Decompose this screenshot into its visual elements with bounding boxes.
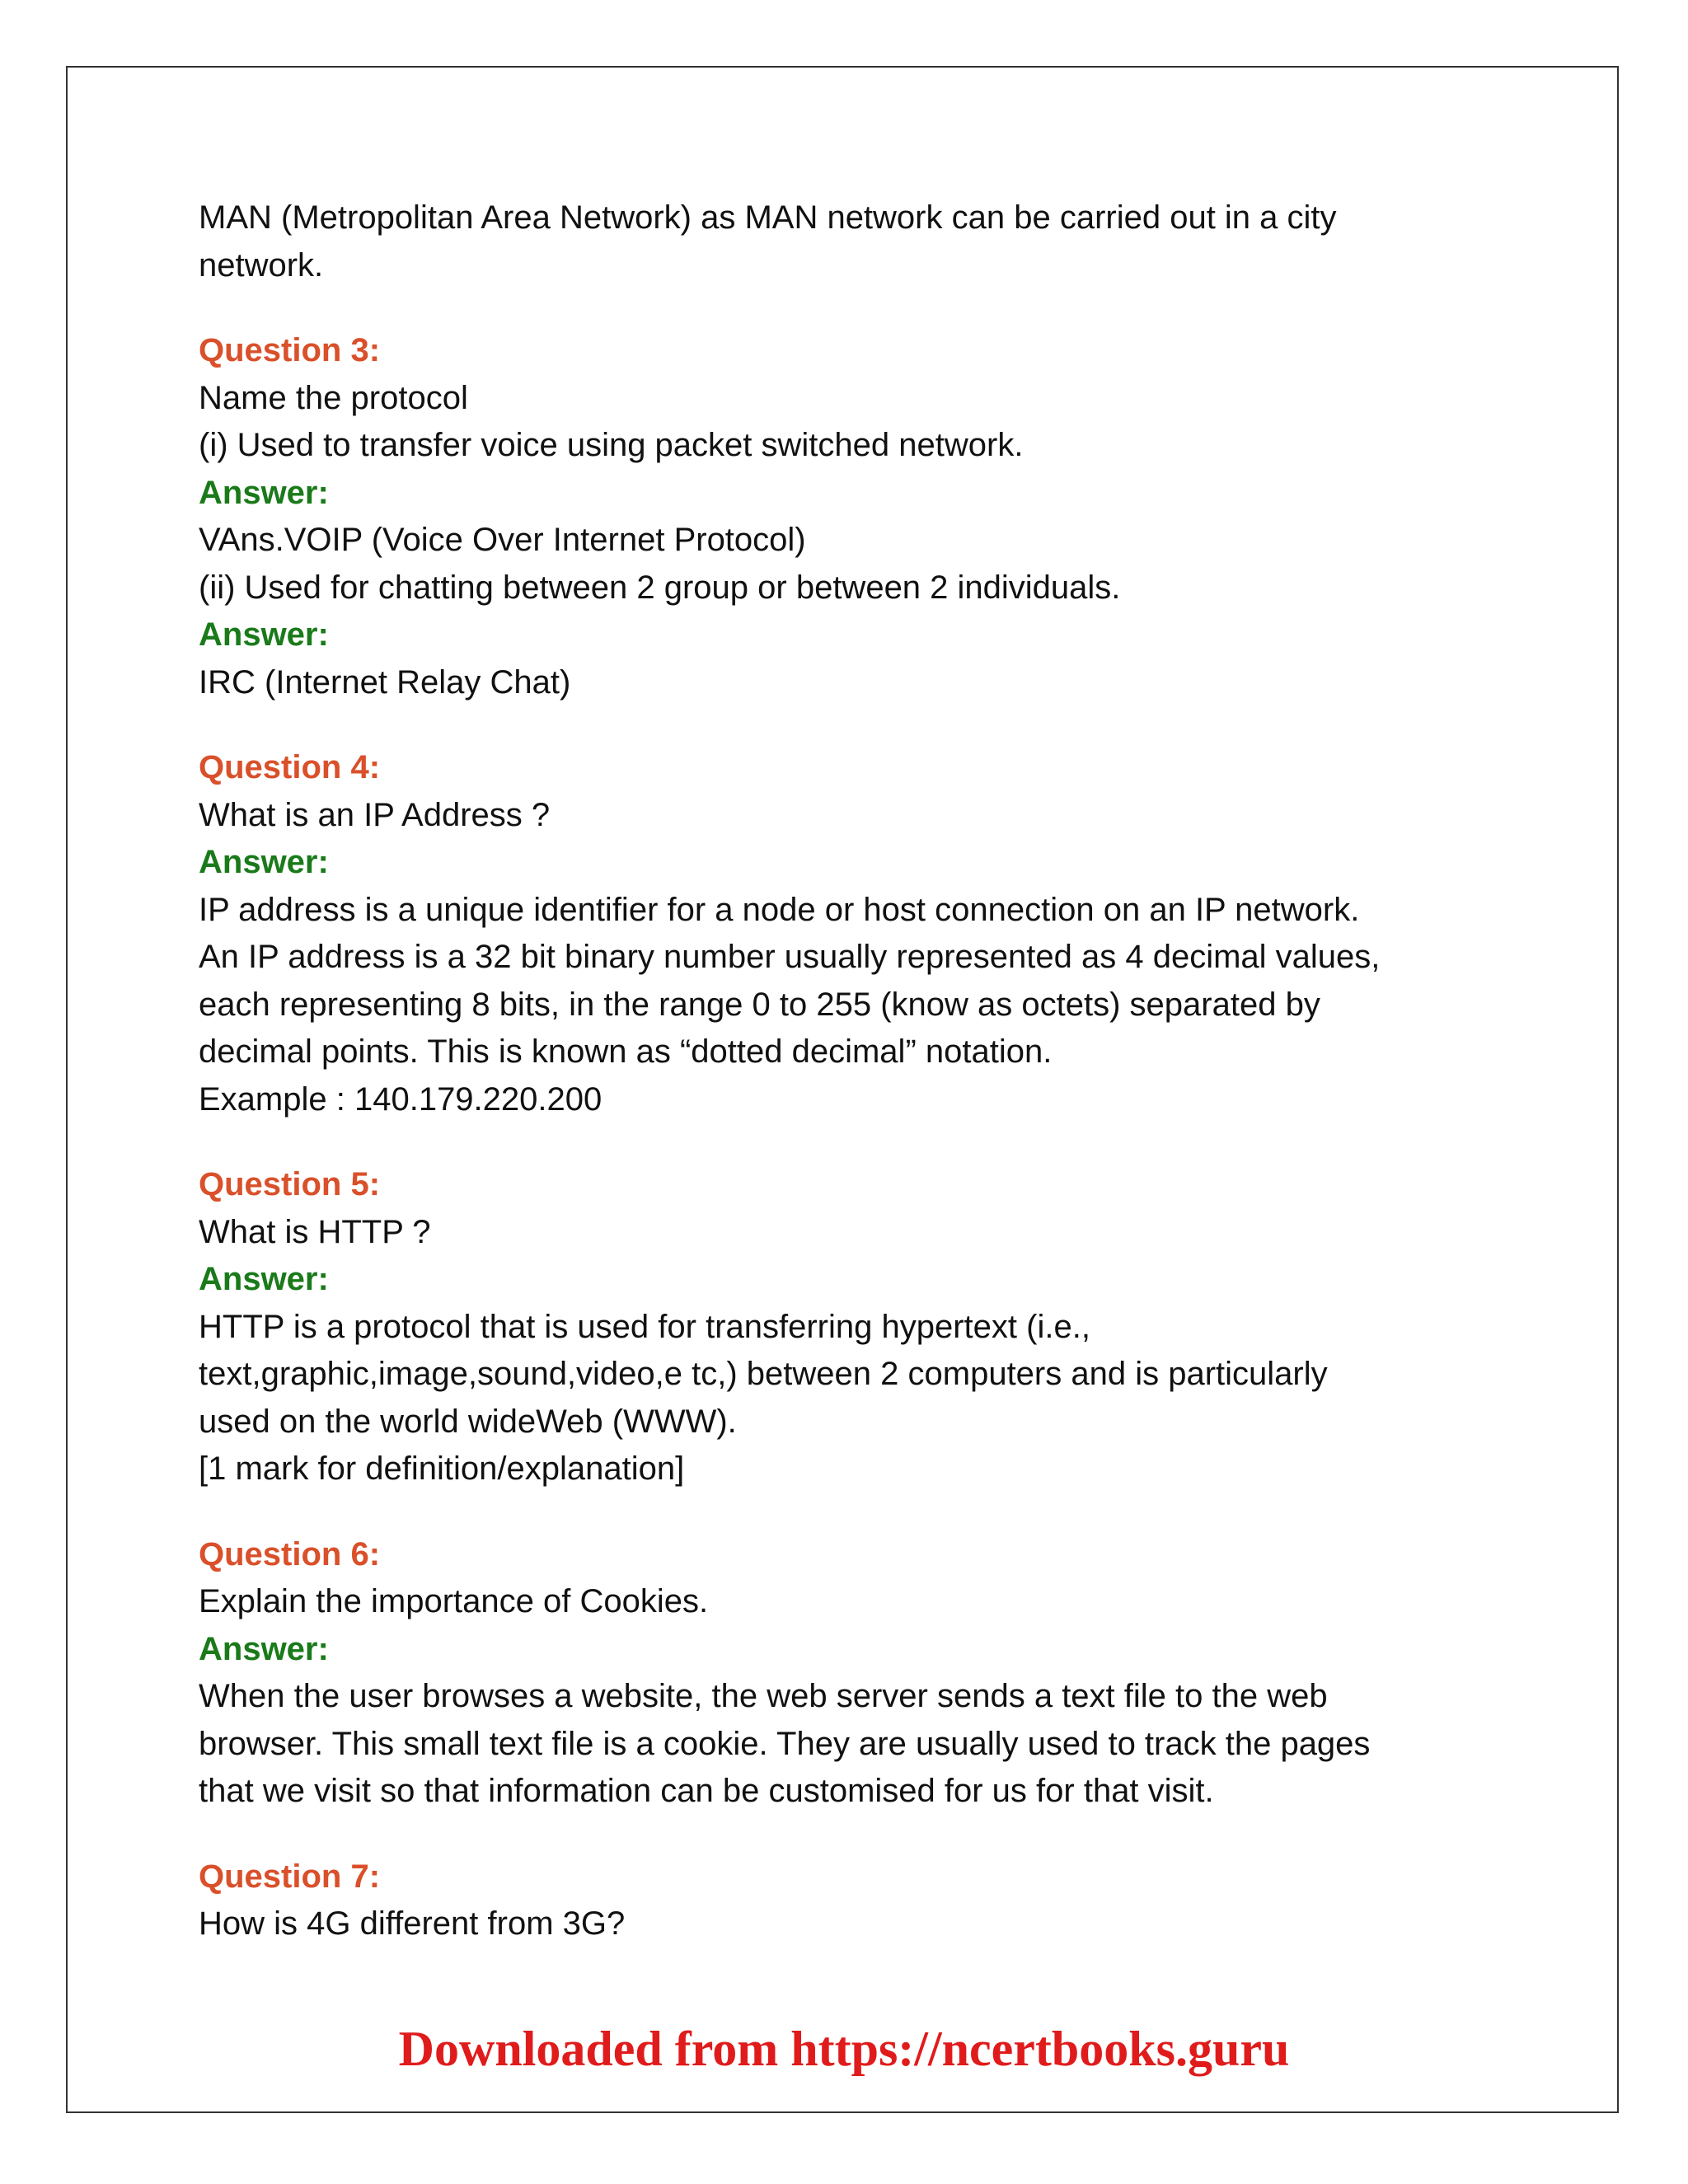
answer-text: that we visit so that information can be customised for us for that visit. xyxy=(199,1773,1214,1809)
question-5-block xyxy=(199,1161,1484,1493)
download-source-footer: Downloaded from https://ncertbooks.guru xyxy=(398,2022,1290,2076)
answer-heading: Answer: xyxy=(199,616,329,653)
answer-text: Example : 140.179.220.200 xyxy=(199,1080,603,1118)
question-heading: Question 3: xyxy=(199,332,381,368)
question-heading: Question 4: xyxy=(199,749,381,785)
answer-text: [1 mark for definition/explanation] xyxy=(199,1451,685,1487)
question-6-block xyxy=(199,1531,1484,1816)
question-text: How is 4G different from 3G? xyxy=(199,1905,626,1942)
answer-text: text,graphic,image,sound,video,e tc,) between 2 computers and is particularly xyxy=(199,1356,1328,1392)
question-7-block xyxy=(199,1854,1484,1948)
answer-text: An IP address is a 32 bit binary number usually represented as 4 decimal values, xyxy=(199,939,1381,975)
answer-text: VAns.VOIP (Voice Over Internet Protocol) xyxy=(199,522,806,558)
question-text: What is an IP Address ? xyxy=(199,796,551,833)
answer-heading: Answer: xyxy=(199,844,329,880)
text-line: MAN (Metropolitan Area Network) as MAN network can be carried out in a city xyxy=(199,199,1337,236)
answer-text: decimal points. This is known as “dotted decimal” notation. xyxy=(199,1033,1053,1070)
question-4-block xyxy=(199,744,1484,1123)
question-heading: Question 6: xyxy=(199,1535,381,1572)
answer-text: each representing 8 bits, in the range 0 to 255 (know as octets) separated by xyxy=(199,986,1320,1023)
question-text: (i) Used to transfer voice using packet switched network. xyxy=(199,427,1024,463)
answer-heading: Answer: xyxy=(199,1261,329,1297)
intro-paragraph xyxy=(199,194,1484,289)
answer-text: browser. This small text file is a cookie. They are usually used to track the pages xyxy=(199,1725,1371,1762)
question-heading: Question 5: xyxy=(199,1166,381,1202)
question-text: Name the protocol xyxy=(199,379,468,416)
question-heading: Question 7: xyxy=(199,1858,381,1895)
question-text: Explain the importance of Cookies. xyxy=(199,1583,709,1619)
answer-text: IP address is a unique identifier for a node or host connection on an IP network. xyxy=(199,891,1360,928)
answer-heading: Answer: xyxy=(199,474,329,511)
answer-text: used on the world wideWeb (WWW). xyxy=(199,1403,737,1440)
document-content xyxy=(199,194,1484,1986)
answer-text: HTTP is a protocol that is used for transferring hypertext (i.e., xyxy=(199,1308,1090,1345)
answer-heading: Answer: xyxy=(199,1630,329,1667)
answer-text: IRC (Internet Relay Chat) xyxy=(199,663,571,701)
answer-text: When the user browses a website, the web server sends a text file to the web xyxy=(199,1678,1328,1714)
text-line: network. xyxy=(199,246,324,284)
question-3-block xyxy=(199,327,1484,706)
answer-text: (ii) Used for chatting between 2 group or between 2 individuals. xyxy=(199,569,1121,606)
question-text: What is HTTP ? xyxy=(199,1213,431,1250)
